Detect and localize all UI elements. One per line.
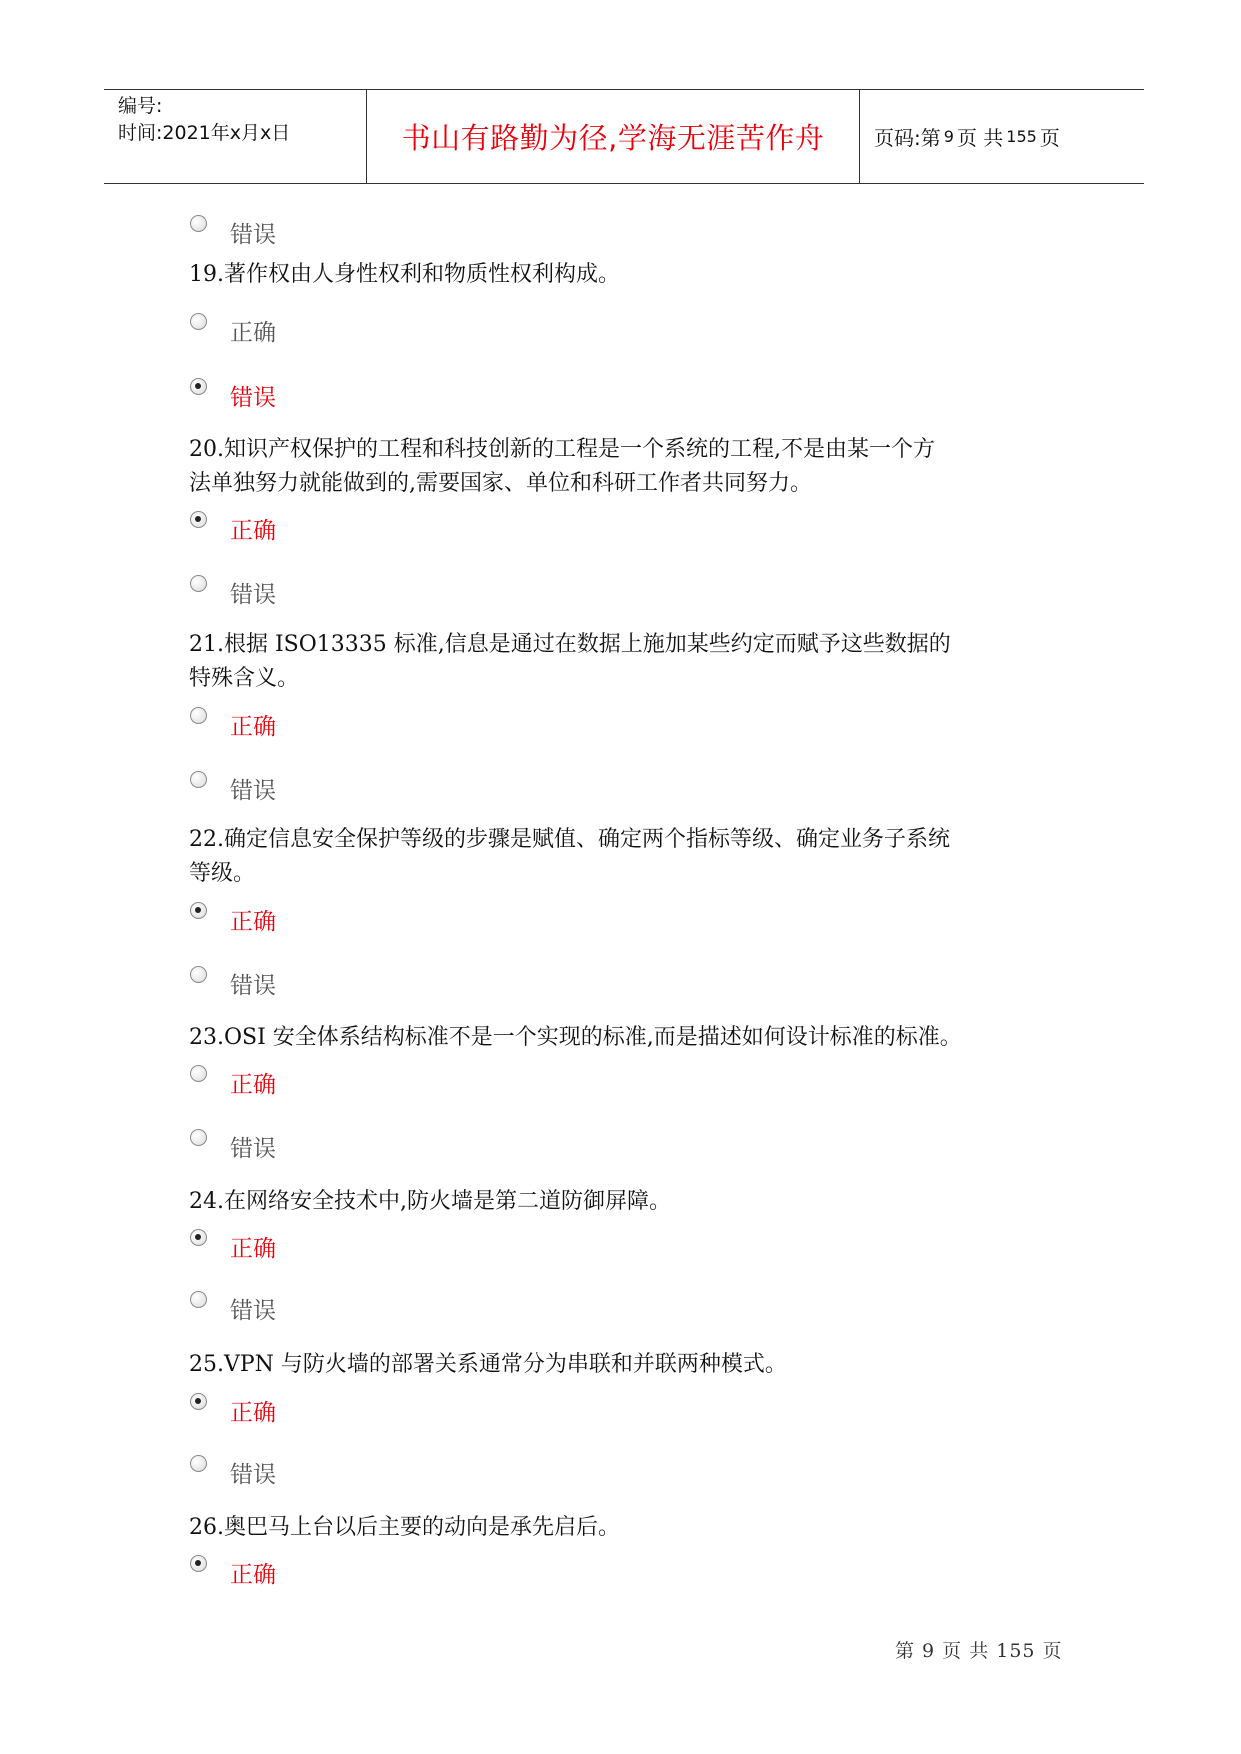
question-line: 特殊含义。 xyxy=(189,666,300,691)
radio-checked-icon[interactable] xyxy=(190,511,207,528)
answer-option[interactable] xyxy=(190,380,276,410)
answer-option[interactable] xyxy=(190,1067,276,1097)
option-label: 错误 xyxy=(230,581,276,608)
radio-unchecked-icon[interactable] xyxy=(190,1455,207,1472)
answer-option[interactable] xyxy=(190,577,276,607)
option-label: 正确 xyxy=(230,1399,276,1426)
radio-unchecked-icon[interactable] xyxy=(190,1291,207,1308)
radio-checked-icon[interactable] xyxy=(190,1229,207,1246)
answer-option[interactable] xyxy=(190,315,276,345)
option-label: 错误 xyxy=(230,972,276,999)
question-line: 24.在网络安全技术中,防火墙是第二道防御屏障。 xyxy=(189,1189,671,1214)
page-prefix: 页码:第 xyxy=(874,126,941,150)
option-label: 正确 xyxy=(230,908,276,935)
question-line: 21.根据 ISO13335 标准,信息是通过在数据上施加某些约定而赋予这些数据的 xyxy=(189,632,951,657)
answer-option[interactable] xyxy=(190,709,276,739)
radio-unchecked-icon[interactable] xyxy=(190,1065,207,1082)
option-label: 正确 xyxy=(230,1235,276,1262)
serial-label: 编号: xyxy=(118,95,163,117)
question-text xyxy=(189,1021,1069,1055)
option-label: 正确 xyxy=(230,1561,276,1588)
question-text xyxy=(189,1511,1069,1545)
radio-checked-icon[interactable] xyxy=(190,378,207,395)
question-line: 22.确定信息安全保护等级的步骤是赋值、确定两个指标等级、确定业务子系统 xyxy=(189,827,950,852)
option-label: 错误 xyxy=(230,1461,276,1488)
option-label: 正确 xyxy=(230,1071,276,1098)
radio-unchecked-icon[interactable] xyxy=(190,215,207,232)
answer-option[interactable] xyxy=(190,217,276,247)
answer-option[interactable] xyxy=(190,968,276,998)
answer-option[interactable] xyxy=(190,1293,276,1323)
radio-checked-icon[interactable] xyxy=(190,902,207,919)
radio-unchecked-icon[interactable] xyxy=(190,771,207,788)
time-label: 时间:2021年x月x日 xyxy=(118,122,291,144)
question-text xyxy=(189,258,1069,292)
question-line: 23.OSI 安全体系结构标准不是一个实现的标准,而是描述如何设计标准的标准。 xyxy=(189,1025,962,1050)
question-text xyxy=(189,628,1069,696)
answer-option[interactable] xyxy=(190,773,276,803)
option-label: 错误 xyxy=(230,221,276,248)
option-label: 错误 xyxy=(230,777,276,804)
answer-option[interactable] xyxy=(190,1395,276,1425)
option-label: 正确 xyxy=(230,517,276,544)
question-line: 19.著作权由人身性权利和物质性权利构成。 xyxy=(189,262,620,287)
question-text xyxy=(189,823,1069,891)
option-label: 错误 xyxy=(230,1297,276,1324)
option-label: 正确 xyxy=(230,713,276,740)
page-footer: 第 9 页 共 155 页 xyxy=(895,1640,1063,1662)
question-line: 法单独努力就能做到的,需要国家、单位和科研工作者共同努力。 xyxy=(189,471,812,496)
answer-option[interactable] xyxy=(190,1231,276,1261)
option-label: 正确 xyxy=(230,319,276,346)
question-line: 20.知识产权保护的工程和科技创新的工程是一个系统的工程,不是由某一个方 xyxy=(189,437,935,462)
radio-checked-icon[interactable] xyxy=(190,1555,207,1572)
page-total: 155 xyxy=(1006,127,1037,146)
answer-option[interactable] xyxy=(190,1131,276,1161)
answer-option[interactable] xyxy=(190,513,276,543)
radio-checked-icon[interactable] xyxy=(190,1393,207,1410)
page-suffix: 页 xyxy=(1039,126,1060,150)
question-text xyxy=(189,1348,1069,1382)
radio-unchecked-icon[interactable] xyxy=(190,707,207,724)
radio-unchecked-icon[interactable] xyxy=(190,313,207,330)
option-label: 错误 xyxy=(230,384,276,411)
radio-unchecked-icon[interactable] xyxy=(190,1129,207,1146)
question-line: 25.VPN 与防火墙的部署关系通常分为串联和并联两种模式。 xyxy=(189,1352,787,1377)
question-text xyxy=(189,433,1069,501)
question-text xyxy=(189,1185,1069,1219)
page-mid: 页 共 xyxy=(956,126,1004,150)
option-label: 错误 xyxy=(230,1135,276,1162)
answer-option[interactable] xyxy=(190,1457,276,1487)
header-motto: 书山有路勤为径,学海无涯苦作舟 xyxy=(367,90,860,183)
answer-option[interactable] xyxy=(190,1557,276,1587)
answer-option[interactable] xyxy=(190,904,276,934)
question-line: 等级。 xyxy=(189,861,256,886)
question-line: 26.奥巴马上台以后主要的动向是承先启后。 xyxy=(189,1515,620,1540)
radio-unchecked-icon[interactable] xyxy=(190,966,207,983)
page-number: 9 xyxy=(943,127,954,146)
radio-unchecked-icon[interactable] xyxy=(190,575,207,592)
